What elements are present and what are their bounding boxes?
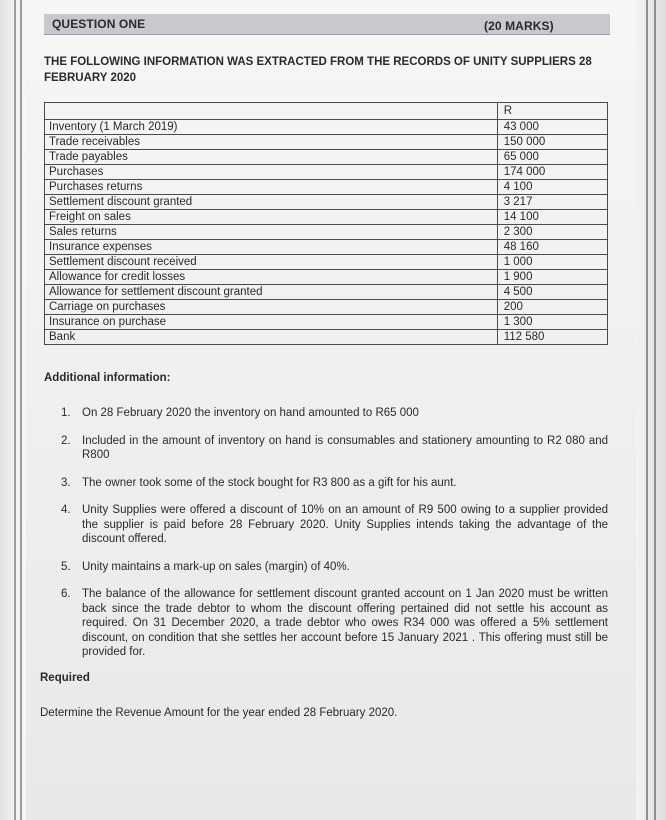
row-label: Bank [45,330,498,345]
row-value: 2 300 [497,225,607,240]
row-value: 14 100 [497,210,607,225]
row-label: Settlement discount granted [45,195,498,210]
table-row [45,135,608,150]
table-row [45,180,608,195]
row-label: Trade payables [45,150,498,165]
list-item-text: The balance of the allowance for settlement discount granted account on 1 Jan 2020 must be written back since the trade debtor to whom the discount offering pertained did not settle his account as required. On 31 December 2020, a trade debtor who owes R34 000 was offered a 5% settlement discount, on condition that she settles her account before 15 January 2021 . This offering must still be provided for. [82,588,608,658]
row-label: Freight on sales [45,210,498,225]
row-value: 48 160 [497,240,607,255]
table-header-row [45,103,608,120]
row-label: Inventory (1 March 2019) [45,120,498,135]
row-value: 174 000 [497,165,607,180]
question-marks: (20 MARKS) [484,19,554,33]
row-value: 65 000 [497,150,607,165]
currency-header: R [497,103,607,120]
table-row [45,315,608,330]
row-value: 4 100 [497,180,607,195]
list-item [58,503,608,547]
list-item-text: On 28 February 2020 the inventory on hand amounted to R65 000 [82,407,419,419]
list-item-number: 4. [61,504,71,516]
row-value: 1 300 [497,315,607,330]
table-row [45,210,608,225]
additional-info-heading: Additional information: [44,372,171,384]
list-item-number: 3. [61,476,71,489]
table-row [45,225,608,240]
ledger-table [44,102,608,345]
table-row [45,270,608,285]
row-label: Carriage on purchases [45,300,498,315]
row-label: Purchases [45,165,498,180]
table-row [45,165,608,180]
list-item-number: 1. [61,407,71,419]
row-label: Allowance for settlement discount granted [45,285,498,300]
list-item-text: Unity maintains a mark-up on sales (margin) of 40%. [82,560,350,573]
row-label: Settlement discount received [45,255,498,270]
table-row [45,300,608,315]
row-label: Sales returns [45,225,498,240]
table-row [45,195,608,210]
required-heading: Required [40,672,90,684]
additional-info-list [58,406,608,673]
row-value: 1 000 [497,255,607,270]
row-value: 200 [497,300,607,315]
row-value: 112 580 [497,330,607,345]
row-value: 1 900 [497,270,607,285]
list-item-number: 2. [61,434,71,447]
header-label-cell [45,103,498,120]
list-item-text: Unity Supplies were offered a discount of 10% on an amount of R9 500 owing to a supplier provided the supplier is paid before 28 February 2020. Unity Supplies intends taking the advantage of the discount offered. [82,504,608,545]
binder-edge-right [636,0,666,820]
binder-edge-left [0,0,26,820]
list-item-number: 6. [61,588,71,600]
list-item [58,476,608,491]
table-row [45,150,608,165]
row-value: 150 000 [497,135,607,150]
intro-statement: THE FOLLOWING INFORMATION WAS EXTRACTED FROM THE RECORDS OF UNITY SUPPLIERS 28 FEBRUARY 2020 [44,56,592,84]
question-header [44,14,610,35]
row-value: 4 500 [497,285,607,300]
table-row [45,240,608,255]
row-value: 3 217 [497,195,607,210]
list-item [58,406,608,421]
list-item [58,587,608,660]
row-value: 43 000 [497,120,607,135]
list-item-text: The owner took some of the stock bought for R3 800 as a gift for his aunt. [82,476,457,489]
table-row [45,120,608,135]
table-row [45,330,608,345]
list-item [58,560,608,575]
list-item-number: 5. [61,560,71,573]
required-task: Determine the Revenue Amount for the year ended 28 February 2020. [40,707,398,719]
table-row [45,255,608,270]
question-title: QUESTION ONE [52,17,146,31]
list-item-text: Included in the amount of inventory on hand is consumables and stationery amounting to R2 080 and R800 [82,434,608,461]
row-label: Insurance expenses [45,240,498,255]
row-label: Purchases returns [45,180,498,195]
row-label: Allowance for credit losses [45,270,498,285]
row-label: Insurance on purchase [45,315,498,330]
row-label: Trade receivables [45,135,498,150]
list-item [58,434,608,463]
table-row [45,285,608,300]
